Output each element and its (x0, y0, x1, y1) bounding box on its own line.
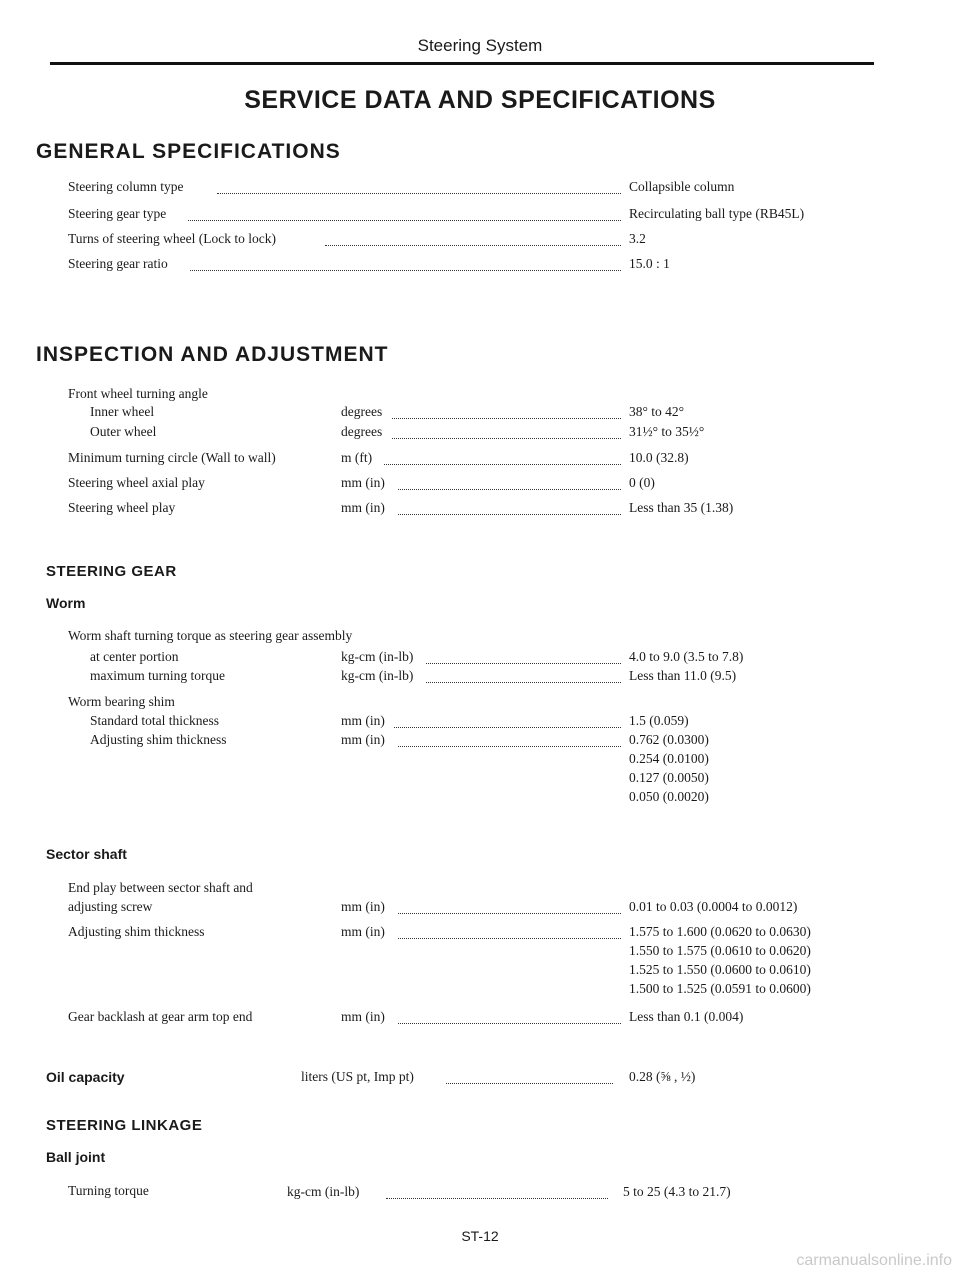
steering-gear-heading: STEERING GEAR (46, 563, 177, 580)
wheel-play-label: Steering wheel play (68, 500, 176, 515)
worm-shim-value: 0.762 (0.0300) (629, 732, 709, 747)
gear-backlash-label: Gear backlash at gear arm top end (68, 1009, 253, 1024)
leader-dots (386, 1197, 608, 1199)
ball-joint-heading: Ball joint (46, 1149, 106, 1165)
inspection-heading: INSPECTION AND ADJUSTMENT (36, 343, 389, 366)
worm-adjusting-shim-unit: mm (in) (341, 732, 385, 747)
spec-value-turns: 3.2 (629, 231, 646, 246)
running-header: Steering System (417, 36, 543, 55)
worm-shim-value: 0.254 (0.0100) (629, 751, 709, 766)
outer-wheel-label: Outer wheel (90, 424, 157, 439)
header-rule (50, 62, 874, 65)
center-portion-label: at center portion (90, 649, 179, 664)
axial-play-label: Steering wheel axial play (68, 475, 205, 490)
general-specifications-heading: GENERAL SPECIFICATIONS (36, 140, 341, 163)
leader-dots (398, 513, 621, 515)
end-play-label-cont: adjusting screw (68, 899, 153, 914)
standard-thickness-unit: mm (in) (341, 713, 385, 728)
leader-dots (325, 244, 621, 246)
leader-dots (394, 726, 621, 728)
min-turning-circle-value: 10.0 (32.8) (629, 450, 689, 465)
max-torque-label: maximum turning torque (90, 668, 225, 683)
min-turning-circle-unit: m (ft) (341, 450, 373, 465)
worm-heading: Worm (46, 595, 86, 611)
gear-backlash-value: Less than 0.1 (0.004) (629, 1009, 744, 1024)
leader-dots (398, 488, 621, 490)
watermark: carmanualsonline.info (796, 1252, 952, 1269)
leader-dots (426, 681, 621, 683)
leader-dots (398, 745, 621, 747)
inner-wheel-unit: degrees (341, 404, 383, 419)
center-portion-value: 4.0 to 9.0 (3.5 to 7.8) (629, 649, 744, 664)
oil-capacity-heading: Oil capacity (46, 1069, 125, 1085)
leader-dots (217, 192, 621, 194)
leader-dots (426, 662, 621, 664)
worm-shim-value: 0.050 (0.0020) (629, 789, 709, 804)
page-number: ST-12 (461, 1228, 499, 1244)
inner-wheel-label: Inner wheel (90, 404, 155, 419)
turning-torque-unit: kg-cm (in-lb) (287, 1184, 360, 1199)
oil-capacity-value: 0.28 (⅝ , ½) (629, 1069, 696, 1084)
center-portion-unit: kg-cm (in-lb) (341, 649, 414, 664)
leader-dots (392, 437, 621, 439)
front-wheel-angle-label: Front wheel turning angle (68, 386, 208, 401)
leader-dots (392, 417, 621, 419)
axial-play-value: 0 (0) (629, 475, 655, 490)
leader-dots (188, 219, 621, 221)
page-title: SERVICE DATA AND SPECIFICATIONS (244, 86, 716, 114)
sector-shim-value: 1.500 to 1.525 (0.0591 to 0.0600) (629, 981, 811, 996)
turning-torque-value: 5 to 25 (4.3 to 21.7) (623, 1184, 731, 1199)
max-torque-unit: kg-cm (in-lb) (341, 668, 414, 683)
wheel-play-value: Less than 35 (1.38) (629, 500, 734, 515)
max-torque-value: Less than 11.0 (9.5) (629, 668, 737, 683)
leader-dots (190, 269, 621, 271)
leader-dots (384, 463, 621, 465)
outer-wheel-value: 31½° to 35½° (629, 424, 705, 439)
gear-backlash-unit: mm (in) (341, 1009, 385, 1024)
end-play-unit: mm (in) (341, 899, 385, 914)
end-play-value: 0.01 to 0.03 (0.0004 to 0.0012) (629, 899, 798, 914)
standard-thickness-value: 1.5 (0.059) (629, 713, 689, 728)
leader-dots (398, 912, 621, 914)
spec-label-gear-ratio: Steering gear ratio (68, 256, 168, 271)
leader-dots (398, 937, 621, 939)
oil-capacity-unit: liters (US pt, Imp pt) (301, 1069, 414, 1084)
worm-adjusting-shim-label: Adjusting shim thickness (90, 732, 227, 747)
sector-shim-label: Adjusting shim thickness (68, 924, 205, 939)
leader-dots (446, 1082, 613, 1084)
min-turning-circle-label: Minimum turning circle (Wall to wall) (68, 450, 276, 465)
spec-value-gear-type: Recirculating ball type (RB45L) (629, 206, 805, 221)
spec-label-turns: Turns of steering wheel (Lock to lock) (68, 231, 276, 246)
standard-thickness-label: Standard total thickness (90, 713, 219, 728)
sector-shaft-heading: Sector shaft (46, 846, 127, 862)
worm-shim-label: Worm bearing shim (68, 694, 175, 709)
spec-label-gear-type: Steering gear type (68, 206, 167, 221)
wheel-play-unit: mm (in) (341, 500, 385, 515)
outer-wheel-unit: degrees (341, 424, 383, 439)
steering-linkage-heading: STEERING LINKAGE (46, 1117, 203, 1134)
worm-torque-label: Worm shaft turning torque as steering gear assembly (68, 628, 353, 643)
spec-value-column-type: Collapsible column (629, 179, 735, 194)
spec-value-gear-ratio: 15.0 : 1 (629, 256, 670, 271)
sector-shim-unit: mm (in) (341, 924, 385, 939)
inner-wheel-value: 38° to 42° (629, 404, 685, 419)
sector-shim-value: 1.550 to 1.575 (0.0610 to 0.0620) (629, 943, 811, 958)
end-play-label: End play between sector shaft and (68, 880, 253, 895)
leader-dots (398, 1022, 621, 1024)
axial-play-unit: mm (in) (341, 475, 385, 490)
sector-shim-value: 1.525 to 1.550 (0.0600 to 0.0610) (629, 962, 811, 977)
turning-torque-label: Turning torque (68, 1183, 149, 1198)
worm-shim-value: 0.127 (0.0050) (629, 770, 709, 785)
sector-shim-value: 1.575 to 1.600 (0.0620 to 0.0630) (629, 924, 811, 939)
spec-label-column-type: Steering column type (68, 179, 184, 194)
